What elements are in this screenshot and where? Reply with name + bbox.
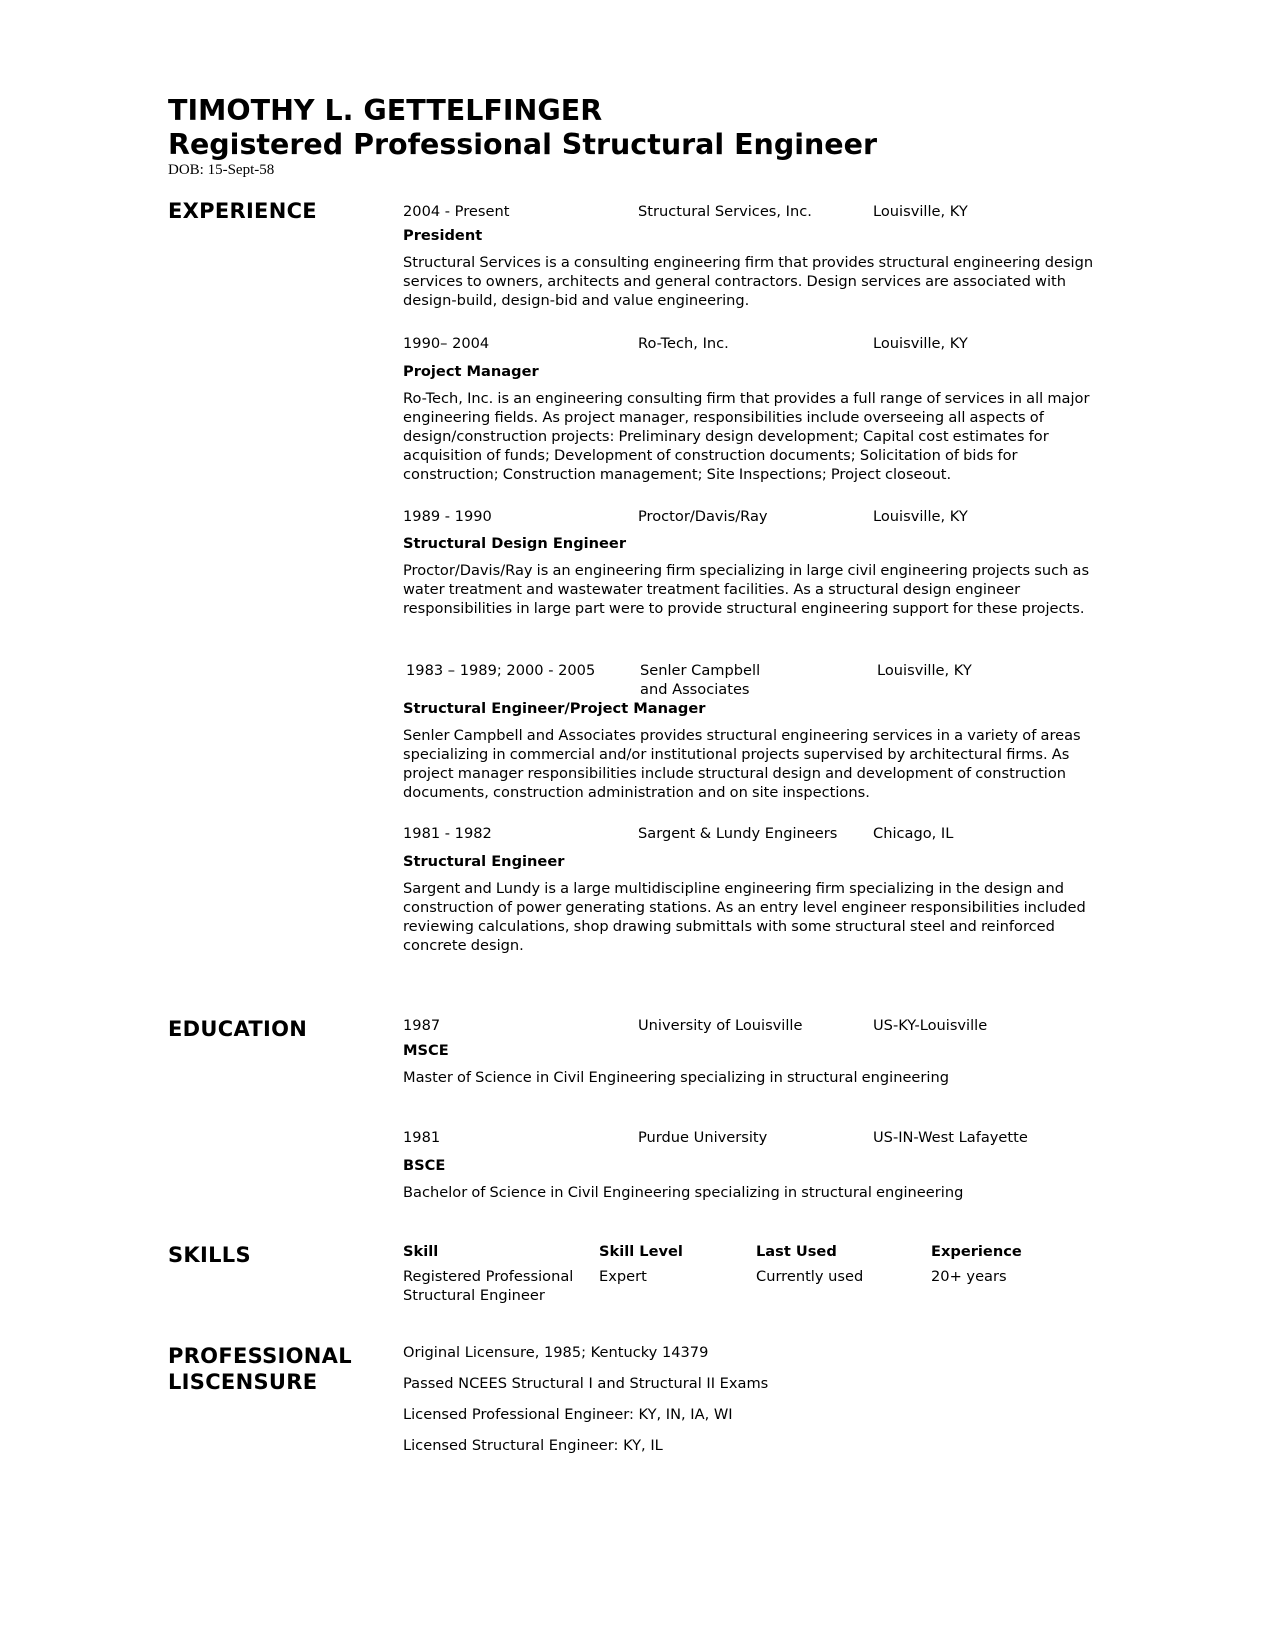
- entry-company: Senler Campbell: [640, 662, 761, 679]
- skill-experience: 20+ years: [931, 1268, 1007, 1285]
- entry-location: Louisville, KY: [873, 335, 968, 352]
- skill-level: Expert: [599, 1268, 647, 1285]
- entry-dates: 1983 – 1989; 2000 - 2005: [406, 662, 596, 679]
- education-school: University of Louisville: [638, 1017, 803, 1034]
- entry-description: Senler Campbell and Associates provides structural engineering services in a variety of areas specializing in commercial and/or institutional projects supervised by architectural firms. As project manager responsibilities include structural design and development of construction documents, construction administration and on site inspections.: [403, 727, 1081, 801]
- skills-column-header: Last Used: [756, 1243, 837, 1260]
- experience-heading: EXPERIENCE: [168, 199, 317, 223]
- skills-heading: SKILLS: [168, 1243, 251, 1267]
- resume-page: [168, 94, 1108, 1454]
- entry-dates: 1990– 2004: [403, 335, 490, 352]
- experience-entry: [403, 202, 1113, 310]
- entry-role: Structural Engineer: [403, 853, 565, 870]
- entry-dates: 1989 - 1990: [403, 508, 492, 525]
- experience-entry: [403, 507, 1113, 618]
- entry-description: Structural Services is a consulting engineering firm that provides structural engineering design services to owners, architects and general contractors. Design services are associated with design-build, design-bid and value engineering.: [403, 254, 1094, 309]
- education-entry: [403, 1128, 1113, 1202]
- entry-location: Louisville, KY: [873, 508, 968, 525]
- entry-description: Proctor/Davis/Ray is an engineering firm specializing in large civil engineering projects such as water treatment and wastewater treatment facilities. As a structural design engineer responsibilities in large part were to provide structural engineering support for these projects.: [403, 562, 1090, 617]
- entry-location: Louisville, KY: [873, 203, 968, 220]
- skill-name-line2: Structural Engineer: [403, 1287, 545, 1304]
- education-year: 1981: [403, 1129, 441, 1146]
- skill-last-used: Currently used: [756, 1268, 864, 1285]
- licensure-item: Original Licensure, 1985; Kentucky 14379: [403, 1344, 709, 1361]
- skills-column-header: Experience: [931, 1243, 1022, 1260]
- education-location: US-KY-Louisville: [873, 1017, 988, 1034]
- candidate-title: Registered Professional Structural Engineer: [168, 128, 878, 161]
- entry-location: Chicago, IL: [873, 825, 954, 842]
- education-degree: MSCE: [403, 1042, 449, 1059]
- entry-role: President: [403, 227, 483, 244]
- entry-role: Structural Engineer/Project Manager: [403, 700, 706, 717]
- entry-company-line2: and Associates: [640, 681, 750, 698]
- education-description: Master of Science in Civil Engineering specializing in structural engineering: [403, 1069, 949, 1086]
- experience-entry: [403, 824, 1113, 955]
- education-year: 1987: [403, 1017, 441, 1034]
- entry-company: Ro-Tech, Inc.: [638, 335, 729, 352]
- entry-role: Structural Design Engineer: [403, 535, 627, 552]
- skills-column-header: Skill: [403, 1243, 439, 1260]
- entry-description: Ro-Tech, Inc. is an engineering consulting firm that provides a full range of services in all major engineering fields. As project manager, responsibilities include overseeing all aspects of design/construction projects: Preliminary design development; Capital cost estimates for acquisition of funds; Development of construction documents; Solicitation of bids for construction; Construction management; Site Inspections; Project closeout.: [403, 390, 1090, 483]
- entry-role: Project Manager: [403, 363, 539, 380]
- skills-column-header: Skill Level: [599, 1243, 683, 1260]
- entry-company: Structural Services, Inc.: [638, 203, 812, 220]
- education-school: Purdue University: [638, 1129, 768, 1146]
- licensure-heading-line1: PROFESSIONAL: [168, 1344, 352, 1368]
- licensure-item: Licensed Professional Engineer: KY, IN, IA, WI: [403, 1406, 733, 1423]
- candidate-name: TIMOTHY L. GETTELFINGER: [168, 94, 603, 127]
- licensure-item: Passed NCEES Structural I and Structural II Exams: [403, 1375, 769, 1392]
- entry-description: Sargent and Lundy is a large multidiscipline engineering firm specializing in the design and construction of power generating stations. As an entry level engineer responsibilities included reviewing calculations, shop drawing submittals with some structural steel and reinforced concrete design.: [403, 880, 1086, 954]
- entry-location: Louisville, KY: [877, 662, 972, 679]
- education-description: Bachelor of Science in Civil Engineering specializing in structural engineering: [403, 1184, 964, 1201]
- experience-entry: [403, 661, 1113, 802]
- education-location: US-IN-West Lafayette: [873, 1129, 1028, 1146]
- entry-dates: 2004 - Present: [403, 203, 510, 220]
- licensure-heading-line2: LISCENSURE: [168, 1370, 318, 1394]
- education-entry: [403, 1016, 1113, 1087]
- education-degree: BSCE: [403, 1157, 446, 1174]
- entry-dates: 1981 - 1982: [403, 825, 492, 842]
- licensure-heading: [168, 1343, 352, 1395]
- entry-company: Proctor/Davis/Ray: [638, 508, 768, 525]
- education-heading: EDUCATION: [168, 1017, 308, 1041]
- experience-entry: [403, 334, 1113, 484]
- entry-company: Sargent & Lundy Engineers: [638, 825, 838, 842]
- date-of-birth: DOB: 15-Sept-58: [168, 162, 275, 178]
- resume-header: [168, 94, 1108, 179]
- licensure-item: Licensed Structural Engineer: KY, IL: [403, 1437, 663, 1454]
- skill-name: Registered Professional: [403, 1268, 574, 1285]
